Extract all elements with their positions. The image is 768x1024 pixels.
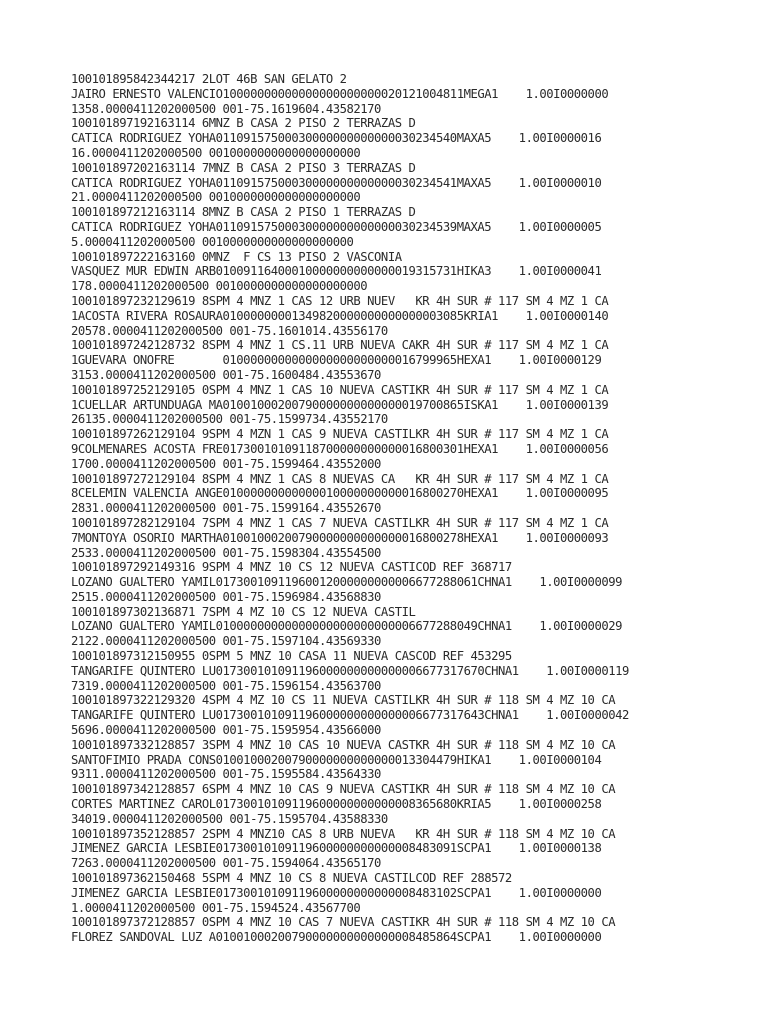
text-line: LOZANO GUALTERO YAMIL01000000000000000000000000006677288049CHNA1 1.00I0000029	[71, 619, 622, 634]
text-line: 100101895842344217 2LOT 46B SAN GELATO 2	[71, 72, 347, 86]
text-line: JIMENEZ GARCIA LESBIE01730010109119600000000000008483102SCPA1 1.00I0000000	[71, 885, 602, 900]
text-line: 100101897372128857 0SPM 4 MNZ 10 CAS 7 NUEVA CASTIKR 4H SUR # 118 SM 4 MZ 10 CA	[71, 915, 616, 930]
text-line: CATICA RODRIGUEZ YOHA01109157500030000000000000030234540MAXA5 1.00I0000016	[71, 131, 602, 146]
text-line: 34019.0000411202000500 001-75.1595704.43588330	[71, 811, 388, 826]
text-line: 1GUEVARA ONOFRE 0100000000000000000000000016799965HEXA1 1.00I0000129	[71, 353, 602, 368]
text-line: 1358.0000411202000500 001-75.1619604.43582170	[71, 101, 381, 116]
text-line: 2533.0000411202000500 001-75.1598304.43554500	[71, 545, 381, 560]
text-line: TANGARIFE QUINTERO LU017300101091196000000000000006677317670CHNA1 1.00I0000119	[71, 663, 629, 678]
text-line: 21.0000411202000500 0010000000000000000000	[71, 190, 361, 205]
text-line: SANTOFIMIO PRADA CONS01001000200790000000000000013304479HIKA1 1.00I0000104	[71, 752, 602, 767]
text-line: 16.0000411202000500 0010000000000000000000	[71, 145, 361, 160]
text-line: 100101897262129104 9SPM 4 MZN 1 CAS 9 NUEVA CASTILKR 4H SUR # 117 SM 4 MZ 1 CA	[71, 427, 609, 442]
text-line: 1CUELLAR ARTUNDUAGA MA01001000200790000000000000019700865ISKA1 1.00I0000139	[71, 397, 609, 412]
text-line: 5696.0000411202000500 001-75.1595954.43566000	[71, 723, 381, 738]
text-line: 100101897242128732 8SPM 4 MNZ 1 CS.11 URB NUEVA CAKR 4H SUR # 117 SM 4 MZ 1 CA	[71, 338, 609, 353]
text-line: CORTES MARTINEZ CAROL01730010109119600000000000008365680KRIA5 1.00I0000258	[71, 797, 602, 812]
text-line: 8CELEMIN VALENCIA ANGE01000000000000010000000000016800270HEXA1 1.00I0000095	[71, 486, 609, 501]
text-line: 100101897202163114 7MNZ B CASA 2 PISO 3 TERRAZAS D	[71, 160, 416, 175]
text-line: FLOREZ SANDOVAL LUZ A01001000200790000000000000008485864SCPA1 1.00I0000000	[71, 930, 602, 945]
text-line: 9COLMENARES ACOSTA FRE01730010109118700000000000016800301HEXA1 1.00I0000056	[71, 441, 609, 456]
text-line: JIMENEZ GARCIA LESBIE01730010109119600000000000008483091SCPA1 1.00I0000138	[71, 841, 602, 856]
text-line: TANGARIFE QUINTERO LU017300101091196000000000000006677317643CHNA1 1.00I0000042	[71, 708, 629, 723]
text-line: 100101897272129104 8SPM 4 MNZ 1 CAS 8 NUEVAS CA KR 4H SUR # 117 SM 4 MZ 1 CA	[71, 471, 609, 486]
text-line: 1700.0000411202000500 001-75.1599464.43552000	[71, 456, 381, 471]
text-line: 100101897232129619 8SPM 4 MNZ 1 CAS 12 URB NUEV KR 4H SUR # 117 SM 4 MZ 1 CA	[71, 293, 609, 308]
text-line: 2122.0000411202000500 001-75.1597104.43569330	[71, 634, 381, 649]
text-line: 1.0000411202000500 001-75.1594524.43567700	[71, 900, 361, 915]
text-line: 20578.0000411202000500 001-75.1601014.43556170	[71, 323, 388, 338]
text-line: 100101897362150468 5SPM 4 MNZ 10 CS 8 NUEVA CASTILCOD REF 288572	[71, 871, 512, 886]
text-line: CATICA RODRIGUEZ YOHA01109157500030000000000000030234541MAXA5 1.00I0000010	[71, 175, 602, 190]
text-line: 100101897322129320 4SPM 4 MZ 10 CS 11 NUEVA CASTILKR 4H SUR # 118 SM 4 MZ 10 CA	[71, 693, 616, 708]
text-line: 100101897222163160 0MNZ F CS 13 PISO 2 VASCONIA	[71, 249, 402, 264]
text-line: 100101897192163114 6MNZ B CASA 2 PISO 2 TERRAZAS D	[71, 116, 416, 131]
text-line: 100101897212163114 8MNZ B CASA 2 PISO 1 TERRAZAS D	[71, 205, 416, 220]
text-line: 7263.0000411202000500 001-75.1594064.43565170	[71, 856, 381, 871]
text-line: 100101897332128857 3SPM 4 MNZ 10 CAS 10 NUEVA CASTKR 4H SUR # 118 SM 4 MZ 10 CA	[71, 737, 616, 752]
text-line: 3153.0000411202000500 001-75.1600484.43553670	[71, 367, 381, 382]
text-line: 5.0000411202000500 0010000000000000000000	[71, 234, 354, 249]
text-line: 9311.0000411202000500 001-75.1595584.43564330	[71, 767, 381, 782]
text-line: 7319.0000411202000500 001-75.1596154.43563700	[71, 678, 381, 693]
text-line: 100101897342128857 6SPM 4 MNZ 10 CAS 9 NUEVA CASTIKR 4H SUR # 118 SM 4 MZ 10 CA	[71, 782, 616, 797]
text-line: 26135.0000411202000500 001-75.1599734.43552170	[71, 412, 388, 427]
text-line: VASQUEZ MUR EDWIN ARB01009116400010000000000000019315731HIKA3 1.00I0000041	[71, 264, 602, 279]
text-line: 100101897312150955 0SPM 5 MNZ 10 CASA 11 NUEVA CASCOD REF 453295	[71, 649, 512, 664]
text-line: 100101897282129104 7SPM 4 MNZ 1 CAS 7 NUEVA CASTILKR 4H SUR # 117 SM 4 MZ 1 CA	[71, 515, 609, 530]
text-line: 100101897302136871 7SPM 4 MZ 10 CS 12 NUEVA CASTIL	[71, 604, 416, 619]
text-line: 178.0000411202000500 0010000000000000000000	[71, 279, 368, 294]
document-text-body	[71, 72, 761, 945]
text-line: LOZANO GUALTERO YAMIL01730010911960012000000000006677288061CHNA1 1.00I0000099	[71, 575, 622, 590]
text-line: 100101897252129105 0SPM 4 MNZ 1 CAS 10 NUEVA CASTIKR 4H SUR # 117 SM 4 MZ 1 CA	[71, 382, 609, 397]
text-line: CATICA RODRIGUEZ YOHA01109157500030000000000000030234539MAXA5 1.00I0000005	[71, 219, 602, 234]
text-line: 7MONTOYA OSORIO MARTHA01001000200790000000000000016800278HEXA1 1.00I0000093	[71, 530, 609, 545]
text-line: 2515.0000411202000500 001-75.1596984.43568830	[71, 589, 381, 604]
text-line: 100101897352128857 2SPM 4 MNZ10 CAS 8 URB NUEVA KR 4H SUR # 118 SM 4 MZ 10 CA	[71, 826, 616, 841]
text-line: 1ACOSTA RIVERA ROSAURA01000000001349820000000000000003085KRIA1 1.00I0000140	[71, 308, 609, 323]
text-line: 2831.0000411202000500 001-75.1599164.43552670	[71, 501, 381, 516]
text-line: 100101897292149316 9SPM 4 MNZ 10 CS 12 NUEVA CASTICOD REF 368717	[71, 560, 512, 575]
text-line: JAIRO ERNESTO VALENCIO10000000000000000000000020121004811MEGA1 1.00I0000000	[71, 86, 609, 101]
